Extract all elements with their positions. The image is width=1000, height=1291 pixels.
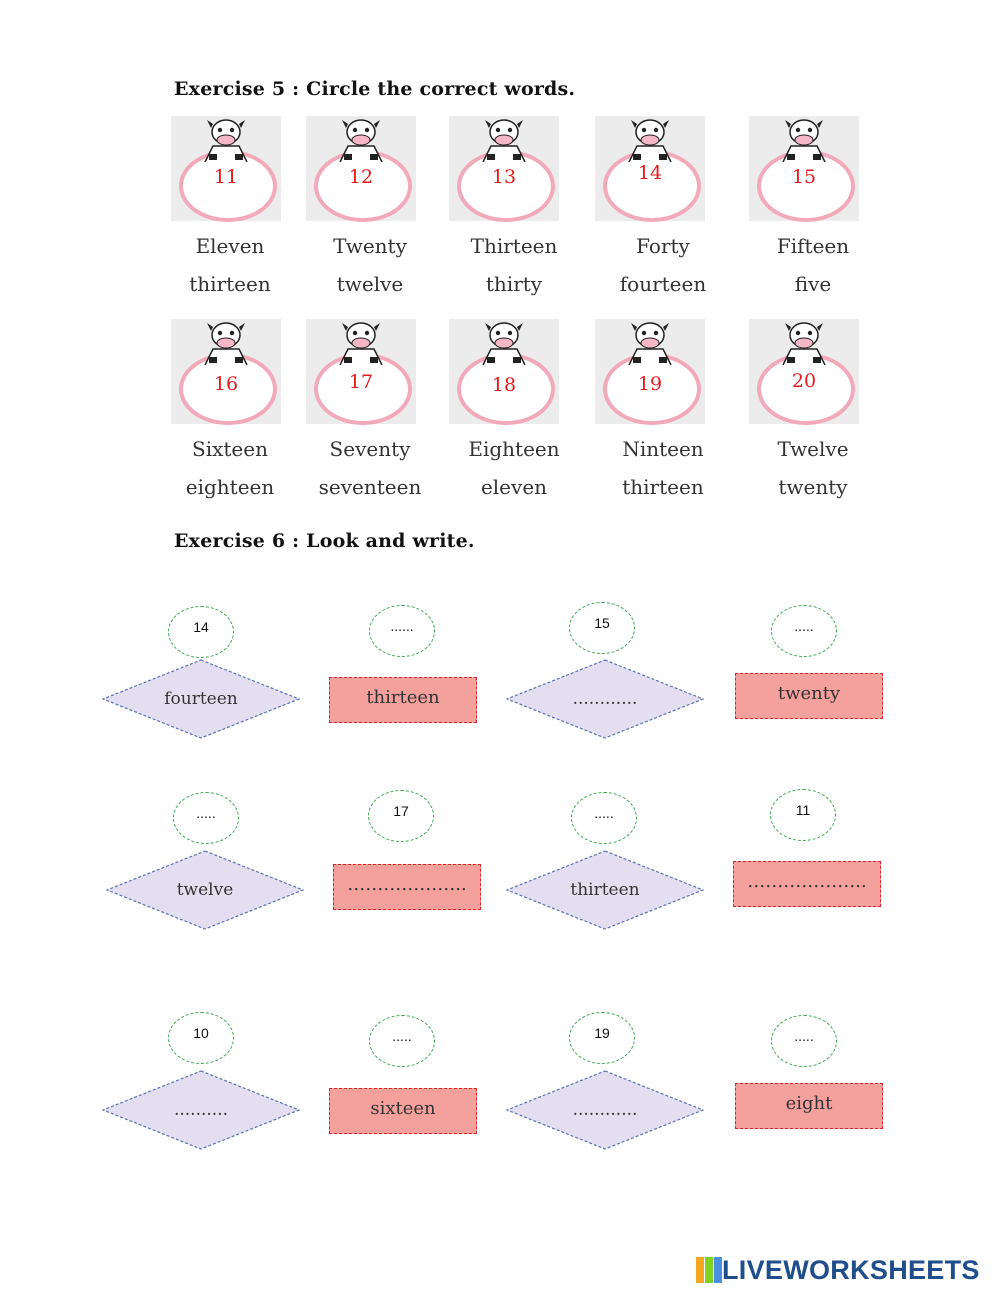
number-circle[interactable] [771, 605, 837, 657]
word-option[interactable]: Seventy [329, 437, 411, 461]
number-circle[interactable] [168, 606, 234, 658]
number-label: 18 [491, 374, 517, 396]
circle-text: ..... [594, 805, 614, 821]
number-circle[interactable] [571, 792, 637, 844]
diamond-text: fourteen [164, 689, 238, 709]
cow-icon [334, 321, 388, 365]
circle-text: ...... [390, 618, 414, 634]
number-label: 19 [637, 373, 663, 395]
circle-text: 10 [193, 1025, 209, 1041]
liveworksheets-logo-icon [696, 1257, 722, 1283]
cow-icon [334, 118, 388, 162]
word-option[interactable]: Twelve [777, 437, 849, 461]
word-box[interactable] [333, 864, 481, 910]
word-box[interactable] [735, 673, 883, 719]
cow-icon [477, 321, 531, 365]
word-diamond[interactable] [506, 1070, 704, 1150]
word-option[interactable]: fourteen [619, 272, 707, 296]
word-option[interactable]: seventeen [318, 475, 422, 499]
number-card-12 [306, 116, 416, 221]
number-card-15 [749, 116, 859, 221]
cow-icon [623, 118, 677, 162]
number-label: 13 [491, 166, 517, 188]
word-diamond[interactable] [506, 850, 704, 930]
word-option[interactable]: Twenty [333, 234, 407, 258]
number-card-20 [749, 319, 859, 424]
diamond-text: ............ [572, 1100, 638, 1120]
word-diamond[interactable] [102, 1070, 300, 1150]
cow-icon [199, 321, 253, 365]
cow-icon [199, 118, 253, 162]
box-text: eight [785, 1093, 833, 1114]
number-circle[interactable] [168, 1012, 234, 1064]
cow-icon [477, 118, 531, 162]
number-circle[interactable] [369, 605, 435, 657]
cow-icon [777, 118, 831, 162]
exercise-5-title: Exercise 5 : Circle the correct words. [174, 78, 576, 100]
word-option[interactable]: eleven [480, 475, 548, 499]
word-option[interactable]: eighteen [185, 475, 275, 499]
cow-icon [777, 321, 831, 365]
box-text: ……………….. [747, 871, 867, 892]
number-label: 12 [348, 166, 374, 188]
word-box[interactable] [733, 861, 881, 907]
box-text: ……………….. [347, 874, 467, 895]
diamond-text: twelve [176, 880, 234, 900]
circle-text: 14 [193, 619, 209, 635]
word-option[interactable]: five [794, 272, 832, 296]
word-option[interactable]: twelve [336, 272, 404, 296]
box-text: twenty [777, 683, 841, 704]
circle-text: 19 [594, 1025, 610, 1041]
number-card-14 [595, 116, 705, 221]
circle-text: ..... [794, 1028, 814, 1044]
number-circle[interactable] [368, 790, 434, 842]
number-label: 14 [637, 162, 663, 184]
word-diamond[interactable] [102, 659, 300, 739]
word-option[interactable]: Nintееn [622, 437, 704, 461]
word-option[interactable]: Thirteen [470, 234, 558, 258]
liveworksheets-logo [696, 1255, 980, 1285]
number-label: 15 [791, 166, 817, 188]
circle-text: 15 [594, 615, 610, 631]
diamond-text: .......... [173, 1100, 229, 1120]
number-label: 17 [348, 371, 374, 393]
word-option[interactable]: Forty [636, 234, 690, 258]
word-option[interactable]: thirteen [189, 272, 271, 296]
word-option[interactable]: thirteen [622, 475, 704, 499]
number-label: 11 [213, 166, 239, 188]
number-card-11 [171, 116, 281, 221]
box-text: thirteen [366, 687, 440, 708]
circle-text: ..... [794, 618, 814, 634]
word-option[interactable]: Sixteen [192, 437, 268, 461]
brand-text: LIVEWORKSHEETS [722, 1254, 980, 1285]
number-card-17 [306, 319, 416, 424]
number-label: 20 [791, 370, 817, 392]
circle-text: ..... [196, 805, 216, 821]
word-option[interactable]: thirty [485, 272, 543, 296]
word-box[interactable] [329, 1088, 477, 1134]
word-box[interactable] [329, 677, 477, 723]
number-circle[interactable] [569, 1012, 635, 1064]
number-card-19 [595, 319, 705, 424]
number-circle[interactable] [369, 1015, 435, 1067]
circle-text: ..... [392, 1028, 412, 1044]
word-option[interactable]: Eleven [195, 234, 265, 258]
word-diamond[interactable] [106, 850, 304, 930]
word-option[interactable]: twenty [778, 475, 848, 499]
diamond-text: thirteen [570, 880, 640, 900]
exercise-6-title: Exercise 6 : Look and write. [174, 530, 475, 552]
diamond-text: ............ [572, 689, 638, 709]
word-option[interactable]: Eighteen [468, 437, 560, 461]
word-option[interactable]: Fifteen [776, 234, 850, 258]
number-card-16 [171, 319, 281, 424]
cow-icon [623, 321, 677, 365]
number-card-13 [449, 116, 559, 221]
number-circle[interactable] [770, 789, 836, 841]
circle-text: 11 [795, 802, 811, 818]
number-circle[interactable] [569, 602, 635, 654]
box-text: sixteen [370, 1098, 436, 1119]
number-circle[interactable] [173, 792, 239, 844]
circle-text: 17 [393, 803, 409, 819]
word-box[interactable] [735, 1083, 883, 1129]
number-label: 16 [213, 373, 239, 395]
word-diamond[interactable] [506, 659, 704, 739]
number-card-18 [449, 319, 559, 424]
number-circle[interactable] [771, 1015, 837, 1067]
